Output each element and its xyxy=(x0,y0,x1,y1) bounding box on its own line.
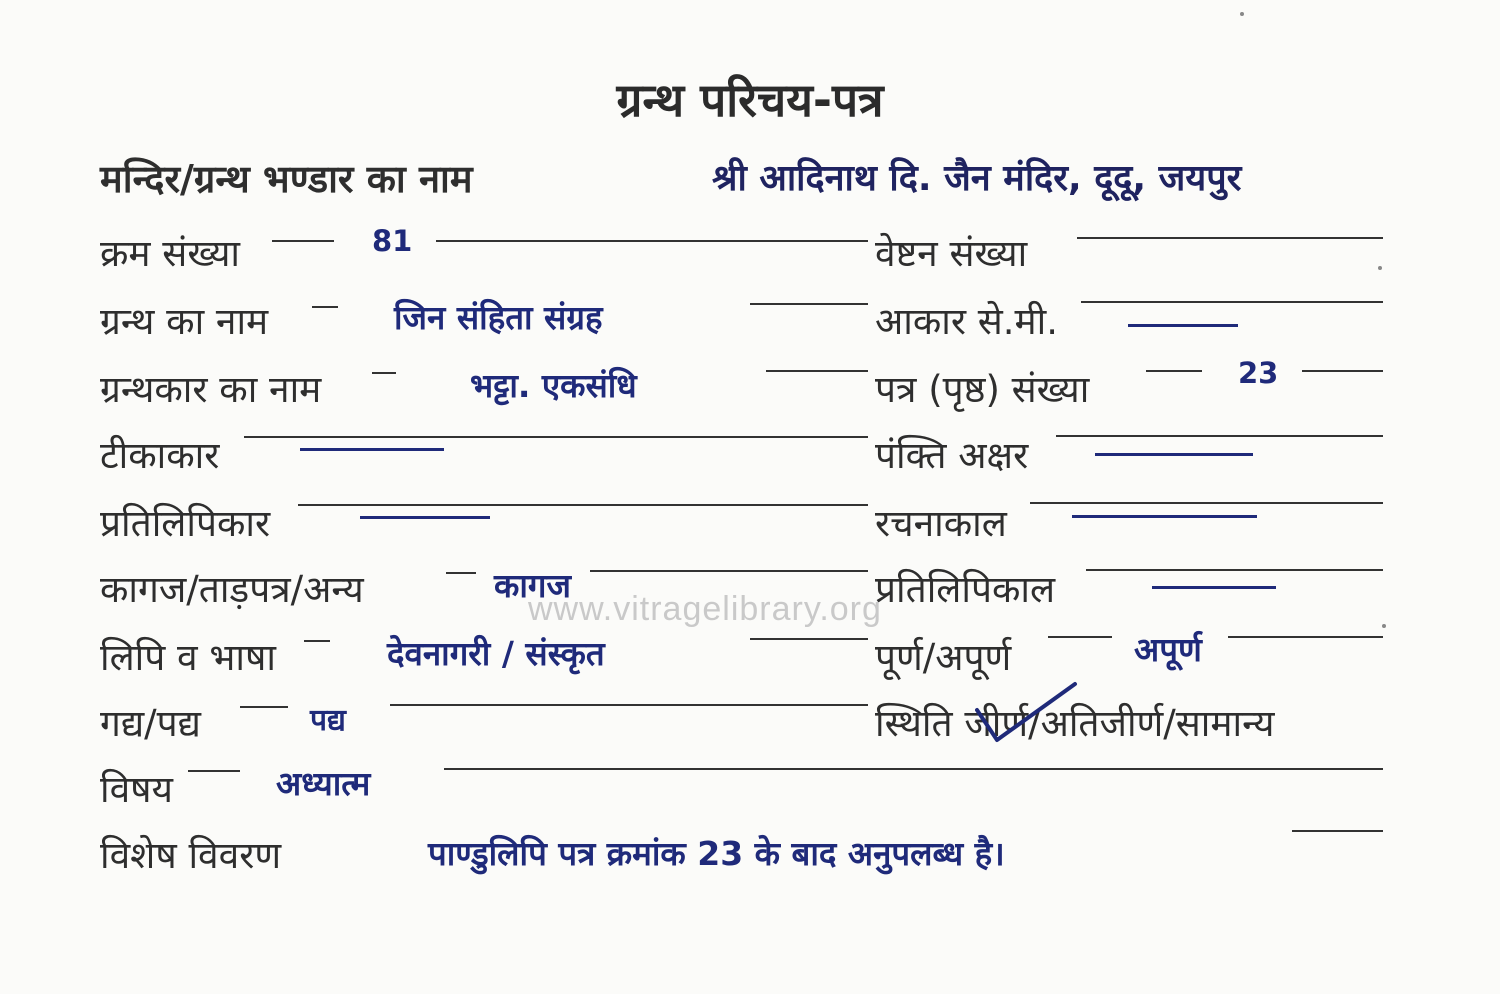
gadya-line-a xyxy=(240,706,288,708)
kram-value: 81 xyxy=(372,224,413,258)
lipi-line-b xyxy=(750,638,868,640)
pratilipikar-line xyxy=(298,504,868,506)
poorna-line-b xyxy=(1228,636,1383,638)
watermark: www.vitragelibrary.org xyxy=(528,590,882,628)
card-title: ग्रन्थ परिचय-पत्र xyxy=(616,73,884,127)
mandir-value: श्री आदिनाथ दि. जैन मंदिर, दूदू, जयपुर xyxy=(712,158,1242,199)
pratilipikar-label: प्रतिलिपिकार xyxy=(100,502,271,545)
teekakar-line xyxy=(244,436,868,438)
aakar-label: आकार से.मी. xyxy=(875,300,1058,343)
veshtan-label: वेष्टन संख्या xyxy=(875,232,1028,275)
granthkar-value: भट्टा. एकसंधि xyxy=(470,366,637,405)
vishay-line-a xyxy=(188,770,240,772)
granthkar-line-b xyxy=(766,370,868,372)
kram-label: क्रम संख्या xyxy=(100,232,241,275)
vishay-line-b xyxy=(444,768,1383,770)
patra-value: 23 xyxy=(1238,356,1279,390)
gadya-value: पद्य xyxy=(310,703,346,738)
vishay-value: अध्यात्म xyxy=(276,764,371,803)
paper-speck xyxy=(1382,624,1386,628)
rachnakal-line xyxy=(1030,502,1383,504)
lipi-label: लिपि व भाषा xyxy=(100,636,276,679)
patra-line-b xyxy=(1302,370,1383,372)
poorna-value: अपूर्ण xyxy=(1134,630,1202,669)
aakar-line xyxy=(1081,301,1383,303)
rachnakal-label: रचनाकाल xyxy=(875,502,1007,545)
poorna-line-a xyxy=(1048,636,1112,638)
veshtan-line xyxy=(1077,237,1383,239)
kagaj-value: कागज xyxy=(494,566,571,605)
pankti-line xyxy=(1056,435,1383,437)
granthkar-line-a xyxy=(372,372,396,374)
vishesh-label: विशेष विवरण xyxy=(100,834,282,877)
poorna-label: पूर्ण/अपूर्ण xyxy=(875,636,1012,679)
teekakar-blank-stroke xyxy=(300,448,444,451)
rachnakal-blank-stroke xyxy=(1072,515,1257,518)
kagaj-line-b xyxy=(590,570,868,572)
mandir-label: मन्दिर/ग्रन्थ भण्डार का नाम xyxy=(100,157,473,201)
lipi-value: देवनागरी / संस्कृत xyxy=(387,634,605,673)
gadya-label: गद्य/पद्य xyxy=(100,702,201,745)
pratilipikal-label: प्रतिलिपिकाल xyxy=(875,568,1056,611)
paper-speck xyxy=(1378,266,1382,270)
paper-speck xyxy=(1240,12,1244,16)
gadya-line-b xyxy=(390,704,868,706)
lipi-line-a xyxy=(304,640,330,642)
pankti-blank-stroke xyxy=(1095,453,1253,456)
pratilipikal-blank-stroke xyxy=(1152,586,1276,589)
sthiti-label: स्थिति जीर्ण/अतिजीर्ण/सामान्य xyxy=(875,702,1275,745)
kagaj-label: कागज/ताड़पत्र/अन्य xyxy=(100,568,364,611)
kram-line-b xyxy=(436,240,868,242)
granth-naam-value: जिन संहिता संग्रह xyxy=(394,298,603,337)
aakar-blank-stroke xyxy=(1128,324,1238,327)
granth-naam-line-a xyxy=(312,306,338,308)
kram-line-a xyxy=(272,240,334,242)
vishesh-line xyxy=(1292,830,1383,832)
jeern-checkmark-icon xyxy=(975,680,1085,750)
patra-line-a xyxy=(1146,370,1202,372)
pankti-label: पंक्ति अक्षर xyxy=(875,434,1029,477)
pratilipikar-blank-stroke xyxy=(360,516,490,519)
vishay-label: विषय xyxy=(100,768,174,811)
pratilipikal-line xyxy=(1086,569,1383,571)
granthkar-label: ग्रन्थकार का नाम xyxy=(100,368,322,411)
granth-naam-label: ग्रन्थ का नाम xyxy=(100,300,269,343)
vishesh-value: पाण्डुलिपि पत्र क्रमांक 23 के बाद अनुपलब्ध है। xyxy=(428,834,1005,873)
granth-naam-line-b xyxy=(750,303,868,305)
kagaj-line-a xyxy=(446,572,476,574)
teekakar-label: टीकाकार xyxy=(100,434,220,477)
patra-label: पत्र (पृष्ठ) संख्या xyxy=(875,368,1090,411)
